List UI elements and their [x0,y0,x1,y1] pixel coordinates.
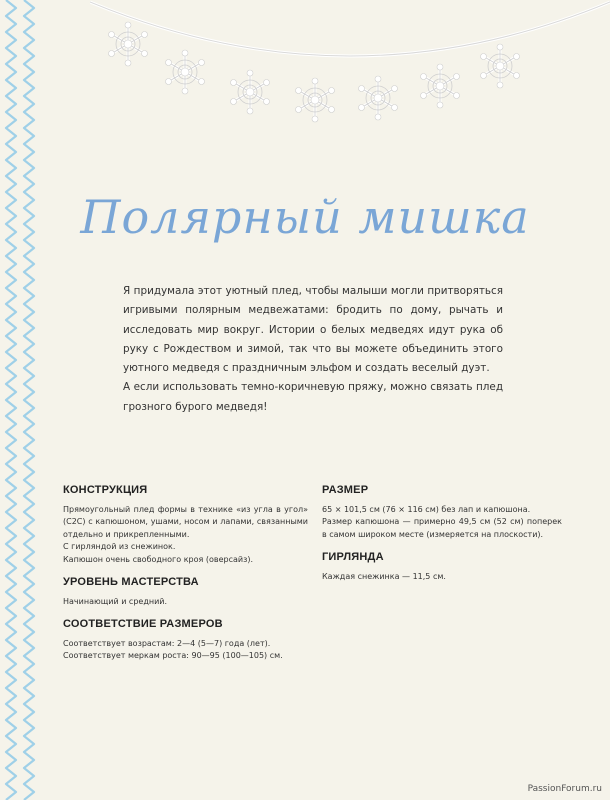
skill-section [63,576,308,608]
size-heading: РАЗМЕР [322,484,369,496]
skill-heading: УРОВЕНЬ МАСТЕРСТВА [63,576,199,588]
construction-line: Капюшон очень свободного кроя (оверсайз). [63,554,254,564]
size-line: Размер капюшона — примерно 49,5 см (52 см) поперек в самом широком месте (измеряется на плоскости). [322,517,562,539]
size-line: 65 × 101,5 см (76 × 116 см) без лап и капюшона. [322,504,531,514]
intro-paragraph-2: А если использовать темно-коричневую пряжу, можно связать плед грозного бурого медведя! [123,381,503,413]
right-column [322,484,562,593]
size-section [322,484,562,541]
construction-heading: КОНСТРУКЦИЯ [63,484,148,496]
sizes-heading: СООТВЕТСТВИЕ РАЗМЕРОВ [63,618,223,630]
page-title: Полярный мишка [80,190,530,244]
construction-section [63,484,308,566]
garland-heading: ГИРЛЯНДА [322,551,384,563]
watermark: PassionForum.ru [527,784,602,794]
skill-text: Начинающий и средний. [63,596,168,606]
snowflake-garland-image [90,0,610,150]
construction-line: Прямоугольный плед формы в технике «из угла в угол» (C2C) с капюшоном, ушами, носом и лапами, связанными отдельно и прикрепленными. [63,504,308,539]
intro-text [123,282,503,417]
sizes-line: Соответствует возрастам: 2—4 (5—7) года (лет). [63,638,271,648]
left-column [63,484,308,673]
sizes-line: Соответствует меркам роста: 90—95 (100—105) см. [63,651,283,660]
garland-section [322,551,562,583]
sizes-section [63,618,308,663]
garland-text: Каждая снежинка — 11,5 см. [322,571,446,581]
construction-line: С гирляндой из снежинок. [63,542,176,551]
intro-paragraph-1: Я придумала этот уютный плед, чтобы малыши могли притворяться игривыми полярным медвежатами: бродить по дому, рычать и исследовать мир вокруг. Истории о белых медведях идут рука об руку с Рождеством и зимой, так что вы можете объединить этого уютного медведя с праздничным эльфом и создать веселый дуэт. [123,285,503,375]
zigzag-border-decoration [0,0,60,800]
